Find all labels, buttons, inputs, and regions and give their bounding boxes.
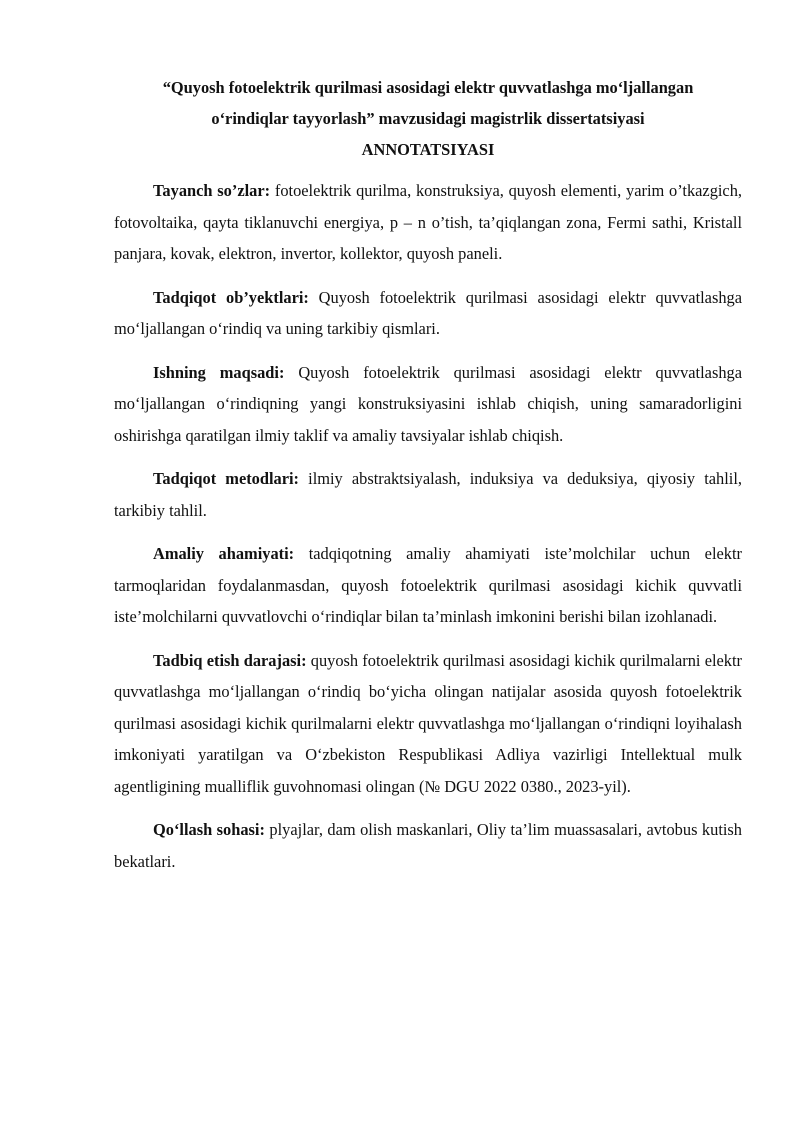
section-label: Tayanch so’zlar:: [153, 181, 271, 200]
section-implementation-level: [114, 645, 742, 803]
section-label: Qo‘llash sohasi:: [153, 820, 265, 839]
section-label: Ishning maqsadi:: [153, 362, 285, 382]
section-practical-significance: [114, 538, 742, 633]
section-text: Quyosh fotoelektrik qurilmasi asosidagi elektr quvvatlashga mo‘ljallangan o‘rindiqning yangi konstruksiyasini ishlab chiqish, uning samaradorligini oshirishga qaratilgan ilmiy taklif va amaliy tavsiyalar ishlab chiqish.: [114, 362, 742, 445]
annotation-heading: ANNOTATSIYASI: [361, 140, 495, 159]
section-text: plyajlar, dam olish maskanlari, Oliy ta’lim muassasalari, avtobus kutish bekatlari.: [114, 820, 742, 871]
section-application-area: [114, 814, 742, 877]
title-line-2: o‘rindiqlar tayyorlash” mavzusidagi magistrlik dissertatsiyasi: [211, 109, 645, 128]
section-text: Quyosh fotoelektrik qurilmasi asosidagi elektr quvvatlashga mo‘ljallangan o‘rindiq va uning tarkibiy qismlari.: [114, 287, 742, 338]
section-text: quyosh fotoelektrik qurilmasi asosidagi kichik qurilmalarni elektr quvvatlashga mo‘ljallangan o‘rindiq bo‘yicha olingan natijalar asosida quyosh fotoelektrik qurilmasi asosidagi kichik qurilmalarni elektr quvvatlashga mo‘ljallangan o‘rindiqni loyihalash imkoniyati yaratilgan va O‘zbekiston Respublikasi Adliya vazirligi Intellektual mulk agentligining mualliflik guvohnomasi olingan (№ DGU 2022 0380., 2023-yil).: [114, 650, 743, 796]
section-goal: [114, 357, 742, 452]
section-research-objects: [114, 282, 742, 345]
section-label: Amaliy ahamiyati:: [153, 544, 295, 563]
document-page: [114, 72, 742, 889]
section-text: ilmiy abstraktsiyalash, induksiya va deduksiya, qiyosiy tahlil, tarkibiy tahlil.: [114, 469, 742, 520]
section-label: Tadqiqot metodlari:: [153, 469, 300, 488]
section-methods: [114, 463, 742, 526]
section-keywords: [114, 175, 742, 270]
section-label: Tadbiq etish darajasi:: [153, 650, 307, 670]
document-title: [114, 72, 742, 134]
section-text: fotoelektrik qurilma, konstruksiya, quyosh elementi, yarim o’tkazgich, fotovoltaika, qayta tiklanuvchi energiya, p – n o’tish, ta’qiqlangan zona, Fermi sathi, Kristall panjara, kovak, elektron, invertor, kollektor, quyosh paneli.: [114, 181, 743, 263]
title-line-1: “Quyosh fotoelektrik qurilmasi asosidagi elektr quvvatlashga mo‘ljallangan: [162, 78, 694, 97]
section-label: Tadqiqot ob’yektlari:: [153, 287, 309, 307]
section-text: tadqiqotning amaliy ahamiyati iste’molchilar uchun elektr tarmoqlaridan foydalanmasdan, quyosh fotoelektrik qurilmasi asosidagi kichik quvvatli iste’molchilarni quvvatlovchi o‘rindiqlar bilan ta’minlash imkonini berishi bilan izohlanadi.: [114, 544, 742, 626]
